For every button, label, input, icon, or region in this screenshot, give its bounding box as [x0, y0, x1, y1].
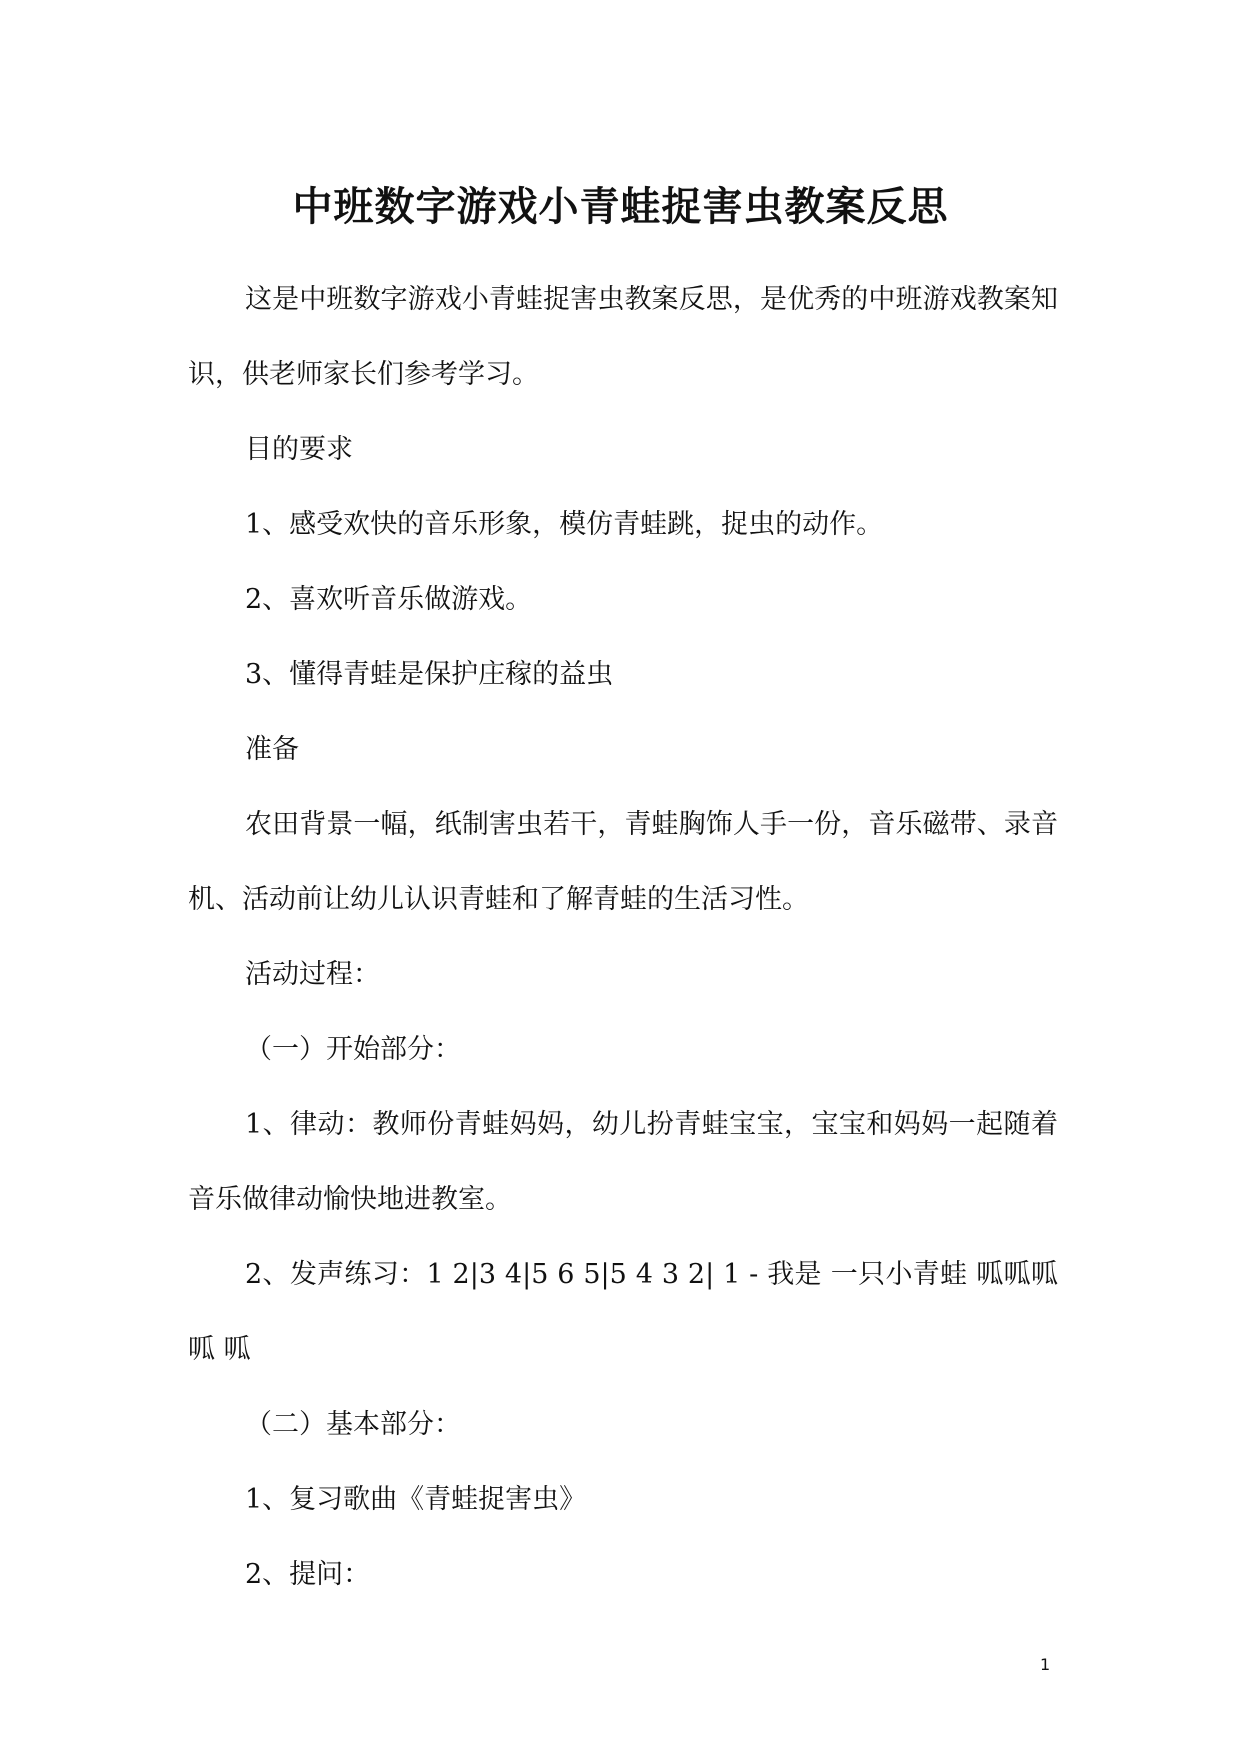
paragraph-rhythm: 1、律动：教师份青蛙妈妈，幼儿扮青蛙宝宝，宝宝和妈妈一起随着音乐做律动愉快地进教室。 — [188, 1109, 1058, 1215]
heading-section-main: （二）基本部分： — [245, 1409, 461, 1440]
main-item-2: 2、提问： — [245, 1559, 371, 1590]
paragraph-vocal-practice: 2、发声练习：1 2|3 4|5 6 5|5 4 3 2| 1 - 我是 一只小青蛙 呱呱呱呱 呱 — [188, 1259, 1058, 1365]
paragraph-preparation: 农田背景一幅，纸制害虫若干，青蛙胸饰人手一份，音乐磁带、录音机、活动前让幼儿认识青蛙和了解青蛙的生活习性。 — [188, 809, 1058, 915]
main-item-1: 1、复习歌曲《青蛙捉害虫》 — [245, 1484, 587, 1515]
document-title: 中班数字游戏小青蛙捉害虫教案反思 — [292, 182, 949, 230]
heading-preparation: 准备 — [245, 734, 299, 765]
heading-activity-process: 活动过程： — [245, 959, 380, 990]
objective-item-2: 2、喜欢听音乐做游戏。 — [245, 584, 533, 615]
objective-item-3: 3、懂得青蛙是保护庄稼的益虫 — [245, 659, 614, 690]
document-body — [188, 262, 1058, 1612]
page-number: 1 — [1040, 1655, 1051, 1674]
heading-section-start: （一）开始部分： — [245, 1034, 461, 1065]
objective-item-1: 1、感受欢快的音乐形象，模仿青蛙跳，捉虫的动作。 — [245, 509, 884, 540]
heading-objectives: 目的要求 — [245, 434, 353, 465]
paragraph-intro: 这是中班数字游戏小青蛙捉害虫教案反思，是优秀的中班游戏教案知识，供老师家长们参考学习。 — [188, 284, 1058, 390]
